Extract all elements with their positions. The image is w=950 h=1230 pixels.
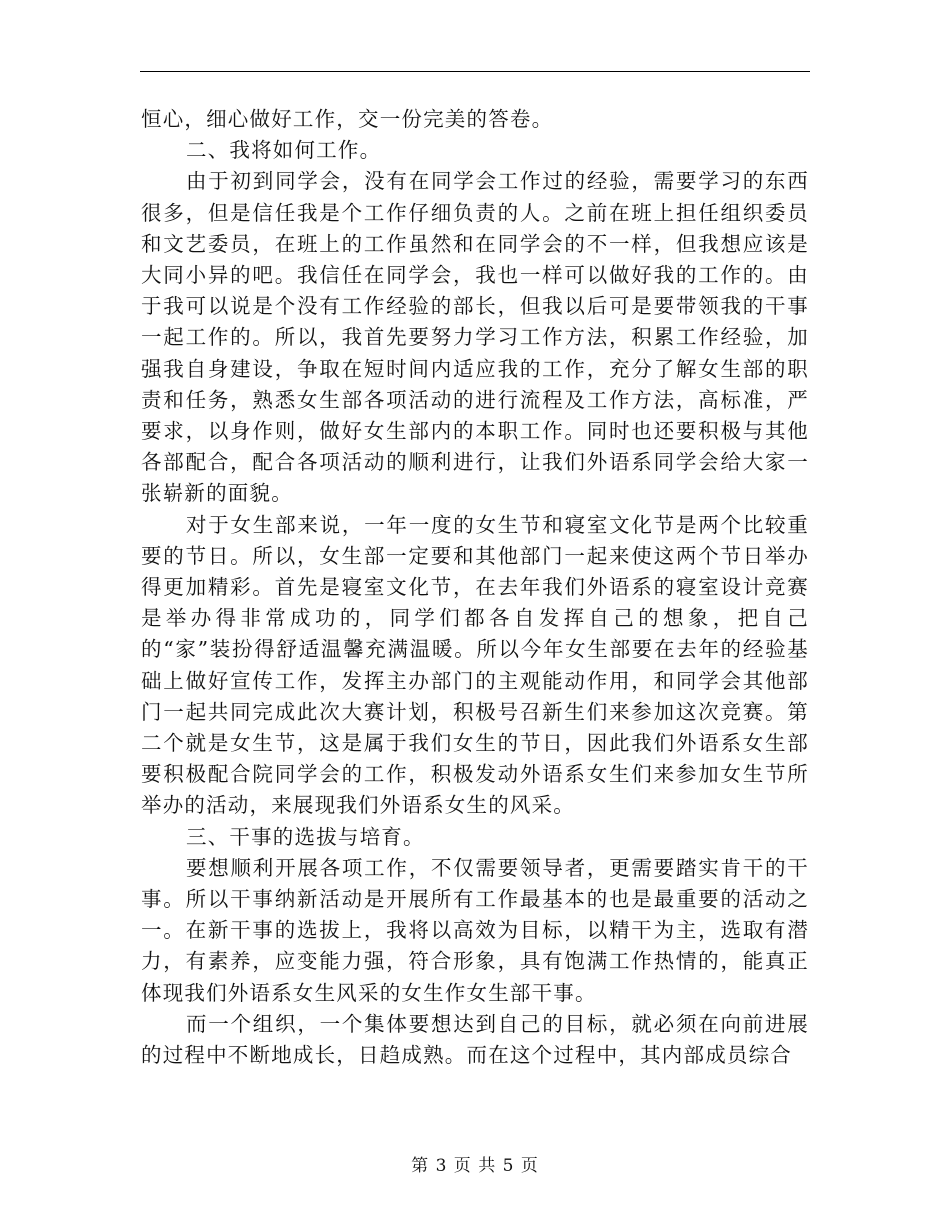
- section-heading-staff-selection: 三、干事的选拔与培育。: [186, 824, 425, 849]
- paragraph-staff-selection: 要想顺利开展各项工作，不仅需要领导者，更需要踏实肯干的干事。所以干事纳新活动是开展所有工作最基本的也是最重要的活动之一。在新干事的选拔上，我将以高效为目标，以精干为主，选取有潜力，有素养，应变能力强，符合形象，具有饱满工作热情的，能真正体现我们外语系女生风采的女生作女生部干事。: [141, 855, 809, 1005]
- paragraph-festivals: 对于女生部来说，一年一度的女生节和寝室文化节是两个比较重要的节日。所以，女生部一定要和其他部门一起来使这两个节日举办得更加精彩。首先是寝室文化节，在去年我们外语系的寝室设计竞赛是举办得非常成功的，同学们都各自发挥自己的想象，把自己的“家”装扮得舒适温馨充满温暖。所以今年女生部要在去年的经验基础上做好宣传工作，发挥主办部门的主观能动作用，和同学会其他部门一起共同完成此次大赛计划，积极号召新生们来参加这次竞赛。第二个就是女生节，这是属于我们女生的节日，因此我们外语系女生部要积极配合院同学会的工作，积极发动外语系女生们来参加女生节所举办的活动，来展现我们外语系女生的风采。: [141, 512, 809, 818]
- paragraph-work-plan: 由于初到同学会，没有在同学会工作过的经验，需要学习的东西很多，但是信任我是个工作仔细负责的人。之前在班上担任组织委员和文艺委员，在班上的工作虽然和在同学会的不一样，但我想应该是大同小异的吧。我信任在同学会，我也一样可以做好我的工作的。由于我可以说是个没有工作经验的部长，但我以后可是要带领我的干事一起工作的。所以，我首先要努力学习工作方法，积累工作经验，加强我自身建设，争取在短时间内适应我的工作，充分了解女生部的职责和任务，熟悉女生部各项活动的进行流程及工作方法，高标准，严要求，以身作则，做好女生部内的本职工作。同时也还要积极与其他各部配合，配合各项活动的顺利进行，让我们外语系同学会给大家一张崭新的面貌。: [141, 169, 809, 506]
- page-number-footer: 第 3 页 共 5 页: [411, 1156, 539, 1176]
- paragraph-continuation: 恒心，细心做好工作，交一份完美的答卷。: [141, 107, 554, 131]
- header-rule: [140, 71, 810, 72]
- section-heading-how-i-will-work: 二、我将如何工作。: [186, 138, 382, 163]
- document-body: [141, 104, 809, 1071]
- paragraph-organization-growth: 而一个组织，一个集体要想达到自己的目标，就必须在向前进展的过程中不断地成长，日趋成熟。而在这个过程中，其内部成员综合: [141, 1011, 809, 1068]
